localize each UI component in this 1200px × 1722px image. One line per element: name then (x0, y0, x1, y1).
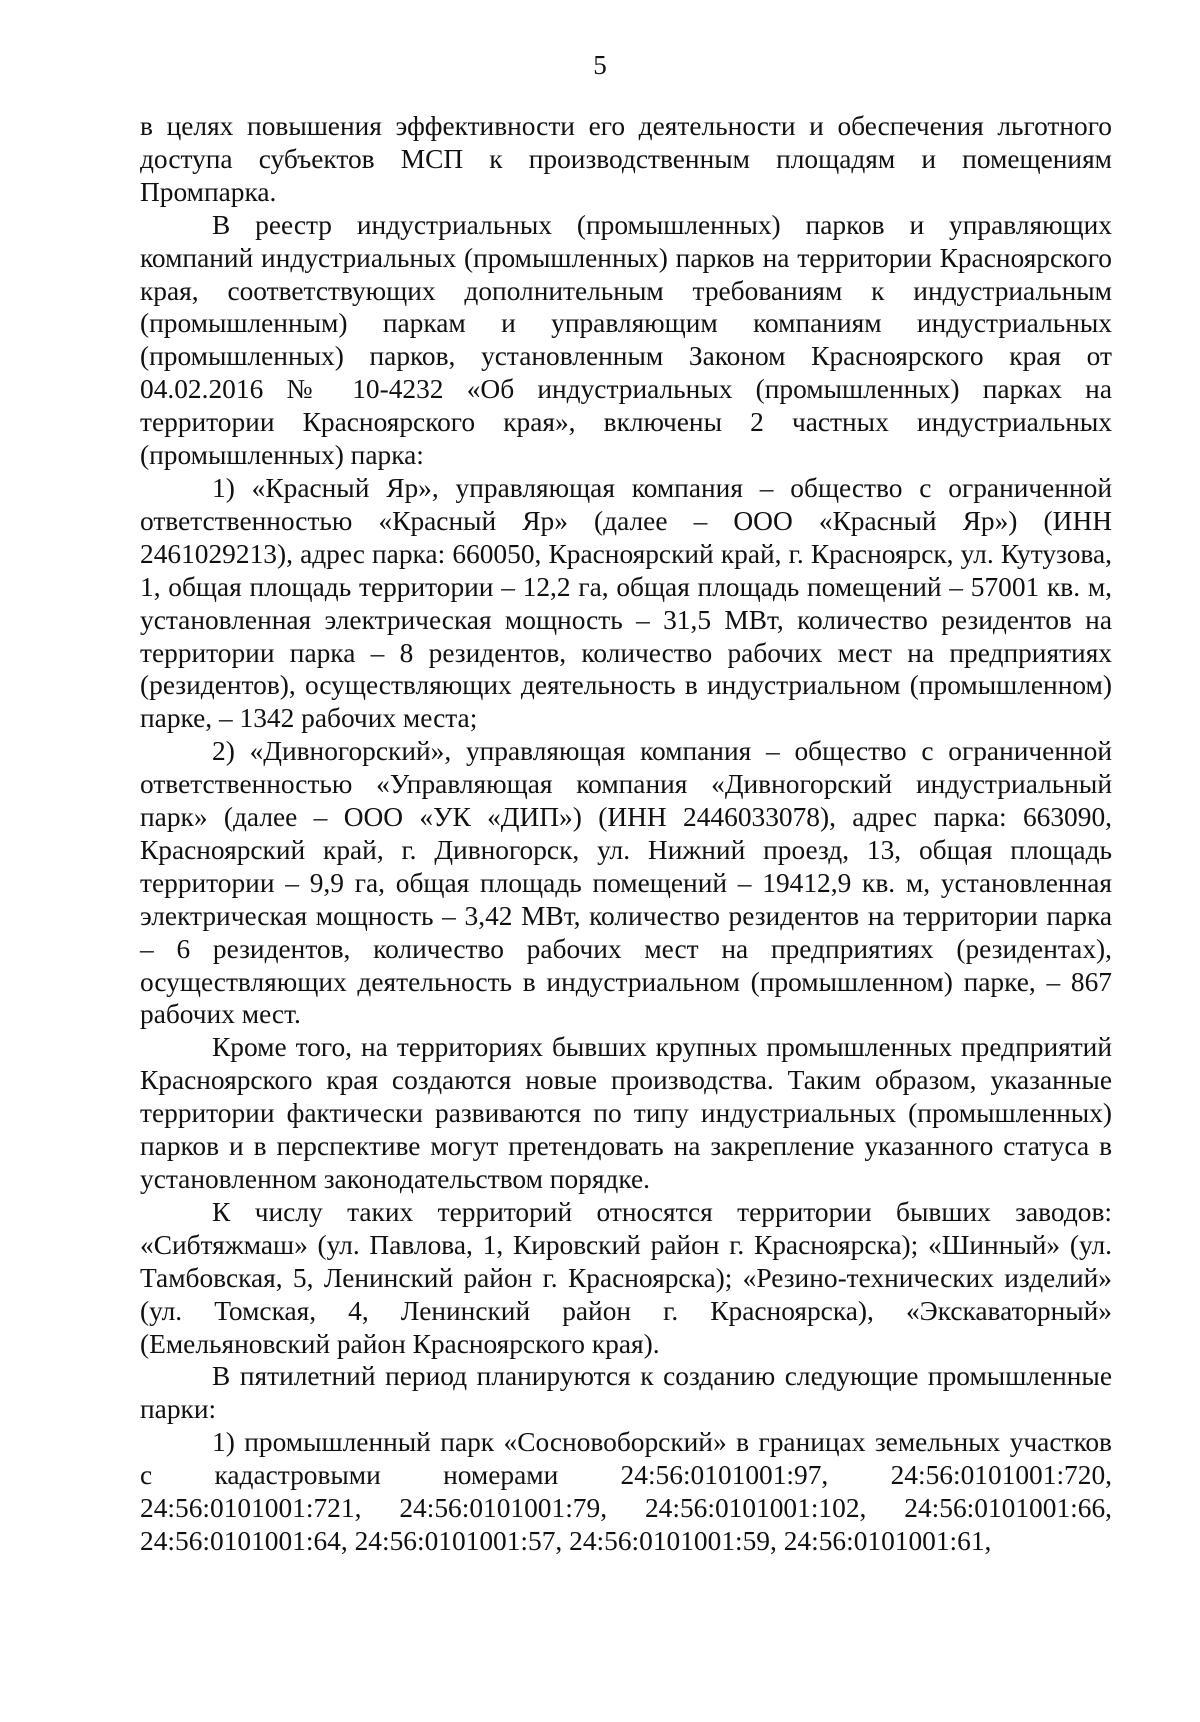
paragraph-planned-parks: В пятилетний период планируются к созданию следующие промышленные парки: (140, 1361, 1112, 1425)
document-body (140, 110, 1112, 1558)
paragraph-registry: В реестр индустриальных (промышленных) парков и управляющих компаний индустриальных (промышленных) парков на территории Красноярского края, соответствующих дополнительным требованиям к индустриальным (промышленным) паркам и управляющим компаниям индустриальных (промышленных) парков, установленным Законом Красноярского края от 04.02.2016 № 10-4232 «Об индустриальных (промышленных) парках на территории Красноярского края», включены 2 частных индустриальных (промышленных) парка: (140, 209, 1112, 471)
paragraph-continuation: в целях повышения эффективности его деятельности и обеспечения льготного доступа субъектов МСП к производственным площадям и помещениям Промпарка. (140, 111, 1112, 207)
list-item-divnogorsky: 2) «Дивногорский», управляющая компания – общество с ограниченной ответственностью «Управляющая компания «Дивногорский индустриальный парк» (далее – ООО «УК «ДИП») (ИНН 2446033078), адрес парка: 663090, Красноярский край, г. Дивногорск, ул. Нижний проезд, 13, общая площадь территории – 9,9 га, общая площадь помещений – 19412,9 кв. м, установленная электрическая мощность – 3,42 МВт, количество резидентов на территории парка – 6 резидентов, количество рабочих мест на предприятиях (резидентах), осуществляющих деятельность в индустриальном (промышленном) парке, – 867 рабочих мест. (140, 736, 1112, 1030)
list-item-krasny-yar: 1) «Красный Яр», управляющая компания – общество с ограниченной ответственностью «Красный Яр» (далее – ООО «Красный Яр») (ИНН 2461029213), адрес парка: 660050, Красноярский край, г. Красноярск, ул. Кутузова, 1, общая площадь территории – 12,2 га, общая площадь помещений – 57001 кв. м, установленная электрическая мощность – 31,5 МВт, количество резидентов на территории парка – 8 резидентов, количество рабочих мест на предприятиях (резидентов), осуществляющих деятельность в индустриальном (промышленном) парке, – 1342 рабочих места; (140, 472, 1112, 734)
paragraph-new-production: Кроме того, на территориях бывших крупных промышленных предприятий Красноярского края создаются новые производства. Таким образом, указанные территории фактически развиваются по типу индустриальных (промышленных) парков и в перспективе могут претендовать на закрепление указанного статуса в установленном законодательством порядке. (140, 1032, 1112, 1194)
list-item-sosnovoborsky: 1) промышленный парк «Сосновоборский» в границах земельных участков с кадастровыми номерами 24:56:0101001:97, 24:56:0101001:720, 24:56:0101001:721, 24:56:0101001:79, 24:56:0101001:102, 24:56:0101001:66, 24:56:0101001:64, 24:56:0101001:57, 24:56:0101001:59, 24:56:0101001:61, (140, 1427, 1112, 1556)
page-number: 5 (593, 50, 607, 80)
paragraph-former-plants: К числу таких территорий относятся территории бывших заводов: «Сибтяжмаш» (ул. Павлова, 1, Кировский район г. Красноярска); «Шинный» (ул. Тамбовская, 5, Ленинский район г. Красноярска); «Резино-технических изделий» (ул. Томская, 4, Ленинский район г. Красноярска), «Экскаваторный» (Емельяновский район Красноярского края). (140, 1196, 1112, 1359)
